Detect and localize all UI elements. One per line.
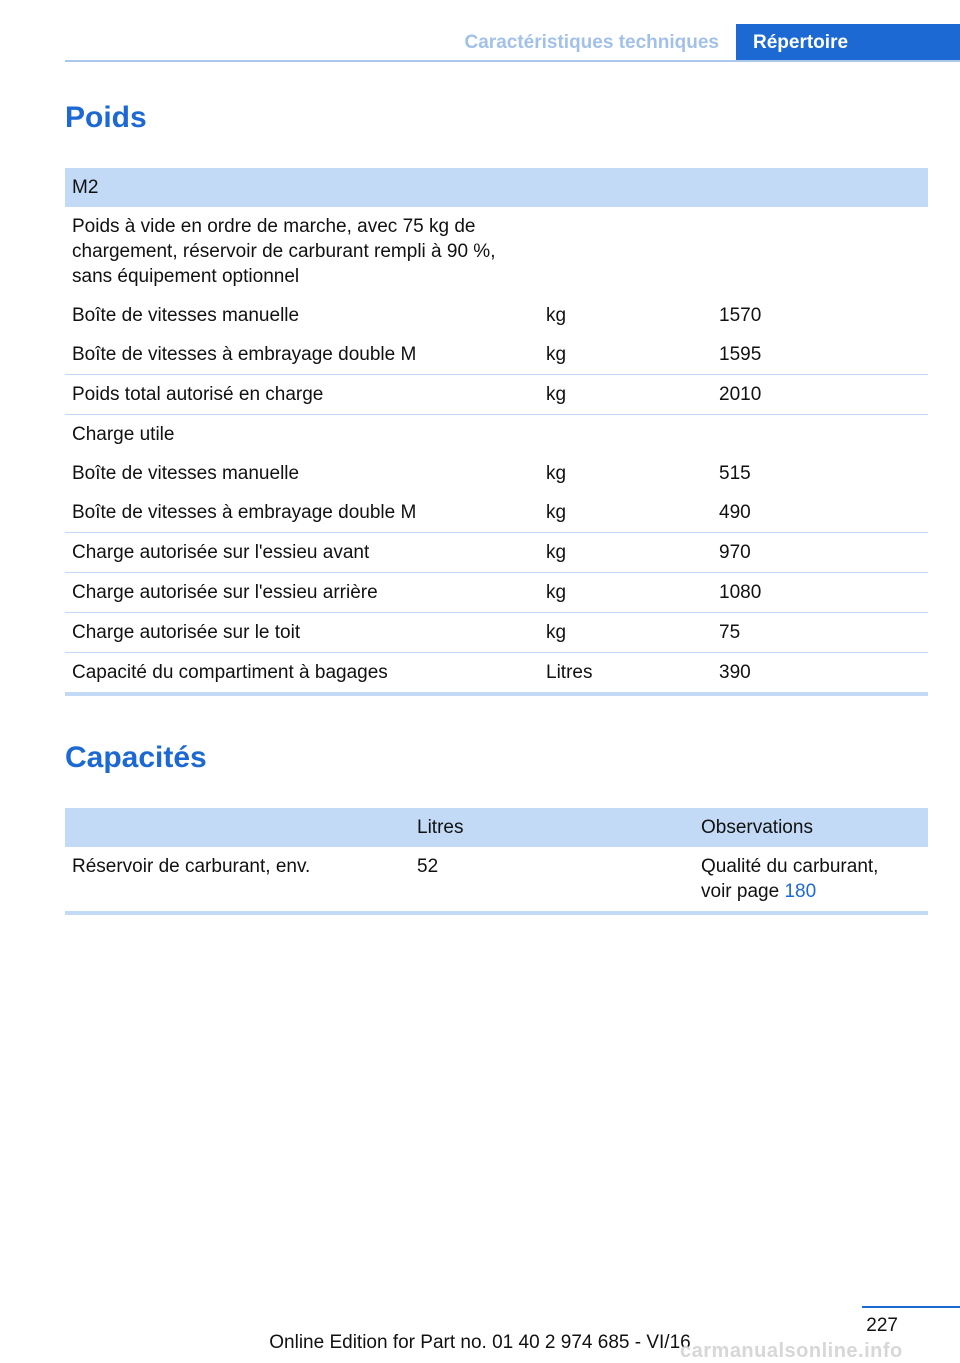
table-row [65,613,928,653]
row-observation [694,847,928,913]
section-title-capacites: Capacités [65,741,207,774]
page-reference-link[interactable]: 180 [784,881,817,902]
table-row [65,493,928,533]
table-row [65,653,928,695]
capacities-table-header [65,808,928,847]
table-row [65,533,928,573]
page-number: 227 [866,1315,898,1336]
row-label: Charge autorisée sur l'essieu avant [65,533,539,573]
row-label: Boîte de vitesses à embrayage double M [72,502,417,523]
page-number-rule [862,1306,960,1308]
row-value: 970 [712,533,928,573]
row-unit: kg [539,573,712,613]
row-label: Réservoir de carburant, env. [65,847,410,913]
observation-text: Qualité du carburant, [701,856,879,877]
row-label: Charge autorisée sur le toit [65,613,539,653]
table-row [65,335,928,375]
row-value: 515 [719,463,751,484]
row-value: 1570 [719,305,762,326]
row-value: 1595 [719,344,762,365]
row-value: 52 [410,847,694,913]
row-unit: kg [546,344,567,365]
watermark: carmanualsonline.info [680,1340,903,1362]
header-cell-empty [65,808,410,847]
row-label: Boîte de vitesses manuelle [72,305,300,326]
tab-technical-specs-label: Caractéristiques techniques [464,31,719,53]
row-value: 390 [712,653,928,695]
header-cell-litres: Litres [410,808,694,847]
section-title-poids: Poids [65,101,147,134]
capacities-table [65,808,928,915]
row-value: 490 [719,502,751,523]
row-label: Charge autorisée sur l'essieu arrière [65,573,539,613]
row-value [712,207,928,296]
row-label: Charge utile [65,415,539,455]
row-unit: kg [539,613,712,653]
row-unit: kg [546,305,567,326]
table-row [65,296,928,335]
edition-footer: Online Edition for Part no. 01 40 2 974 685 - VI/16 [269,1332,691,1353]
row-label: Poids à vide en ordre de marche, avec 75 kg de chargement, réservoir de carburant rempli à 90 %, sans équipement optionnel [72,216,496,287]
observation-ref-prefix: voir page [701,881,785,902]
row-value: 1080 [712,573,928,613]
row-unit: kg [539,533,712,573]
row-value: 75 [712,613,928,653]
header-divider [65,60,960,62]
table-row [65,375,928,415]
tab-index[interactable] [736,24,960,62]
table-row [65,847,928,913]
row-unit: kg [546,502,567,523]
tab-technical-specs[interactable] [432,24,735,61]
model-name: M2 [65,168,928,207]
row-label: Boîte de vitesses manuelle [72,463,300,484]
tab-index-label: Répertoire [753,32,849,53]
table-row [65,415,928,455]
row-unit: Litres [539,653,712,695]
row-value [712,415,928,455]
row-unit [539,207,712,296]
row-unit: kg [546,463,567,484]
row-label: Poids total autorisé en charge [65,375,539,415]
table-row [65,454,928,493]
header-cell-observations: Observations [694,808,928,847]
row-value: 2010 [712,375,928,415]
row-unit [539,415,712,455]
row-label: Boîte de vitesses à embrayage double M [72,344,417,365]
weights-table-header [65,168,928,207]
row-label: Capacité du compartiment à bagages [65,653,539,695]
row-unit: kg [539,375,712,415]
table-row [65,573,928,613]
weights-table [65,168,928,696]
table-row [65,207,928,296]
